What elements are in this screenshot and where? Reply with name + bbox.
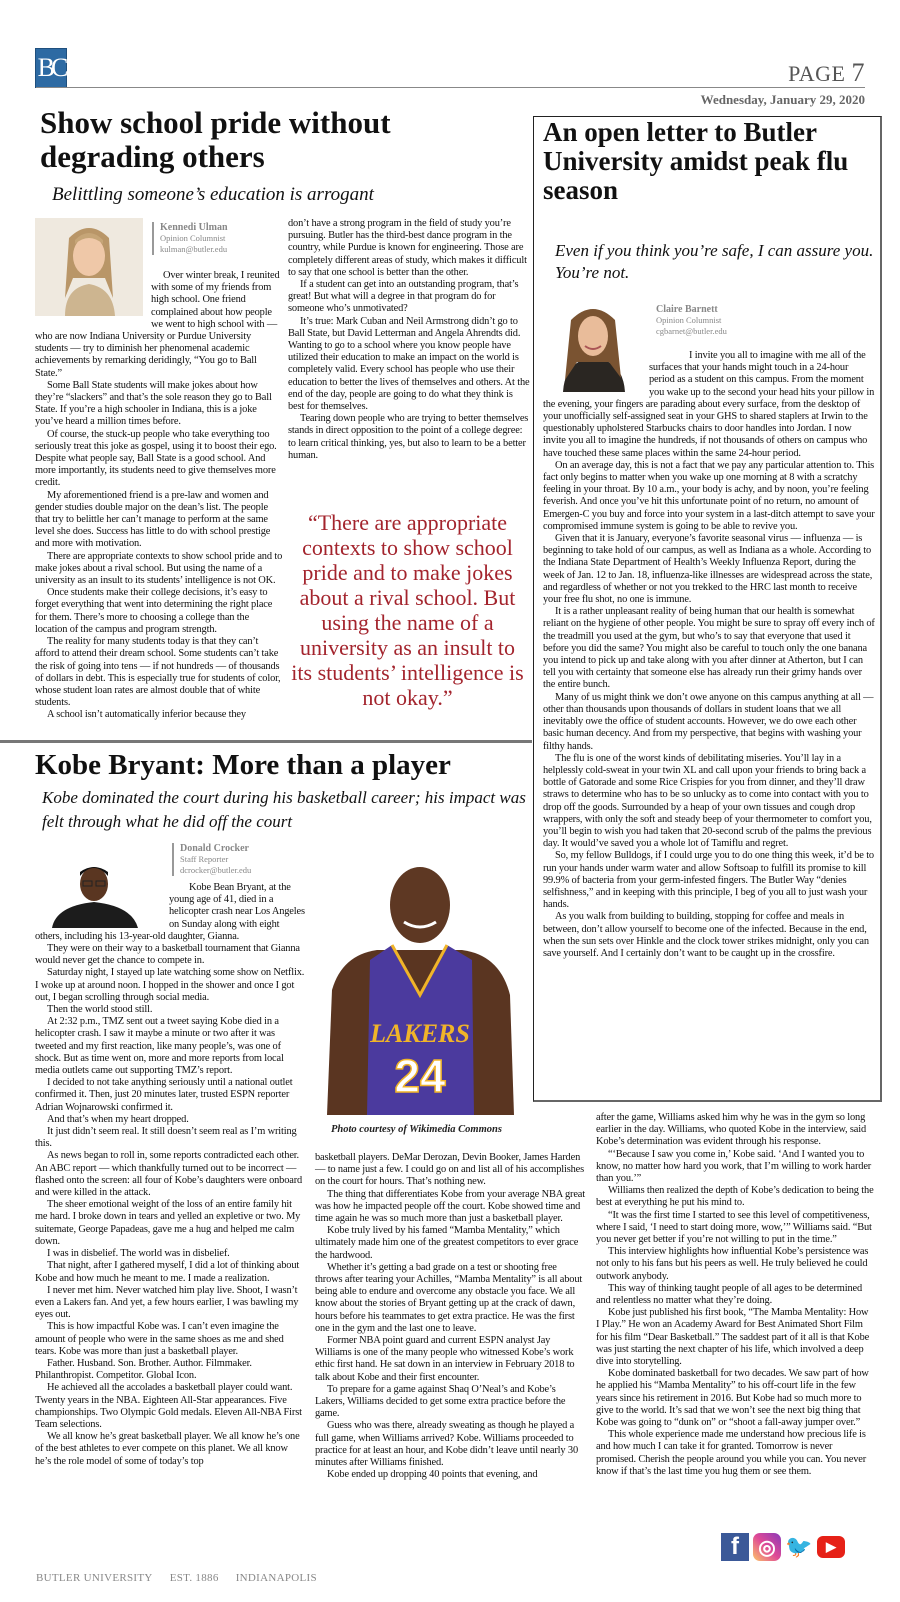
logo-text: BC — [37, 53, 65, 82]
article3-paragraph: I never met him. Never watched him play live. Shoot, I wasn’t even a Lakers fan. And yet, a few hours earlier, I was bawling my eyes out. — [35, 1284, 299, 1321]
kobe-bryant-photo — [322, 860, 517, 1115]
article3-column1 — [35, 882, 305, 1468]
article1-headline: Show school pride without degrading others — [40, 105, 391, 174]
author-name: Kennedi Ulman — [160, 222, 228, 233]
article1-paragraph: Of course, the stuck-up people who take everything too seriously treat this joke as gospel, using it to boost their ego. Despite what people say, Ball State is a good school. And more importantly, its students need to give themselves more credit. — [35, 428, 277, 489]
article3-paragraph: Saturday night, I stayed up late watching some show on Netflix. I woke up at around noon. I hopped in the shower and once I got out, I began scrolling through social media. — [35, 967, 305, 1003]
social-links — [721, 1533, 845, 1561]
article3-paragraph: The sheer emotional weight of the loss of an entire family hit me hard. I broke down in tears and yelled an expletive or two. My suitemate, George Papadeas, gave me a hug and helped me calm down. — [35, 1199, 301, 1247]
article1-paragraph: The reality for many students today is that they can’t afford to attend their dream school. Some students can’t take the risk of going into tens — if not hundreds — of thousands of dollars in debt. This is especially true for students of color, whose student loan rates are almost double that of white students. — [35, 636, 281, 709]
jersey-team-text: LAKERS — [370, 1019, 470, 1048]
article3-paragraph: I decided to not take anything seriously until a national outlet confirmed it. Then, just 20 minutes later, trusted ESPN reporter Adrian Wojnarowski confirmed it. — [35, 1077, 293, 1113]
article3-paragraph: “It was the first time I started to see this level of competitiveness, where I said, ‘I need to start doing more, wow,’” Williams said. “But you never get better if you’re not willing to put in the time.” — [596, 1209, 872, 1246]
author-role: Opinion Columnist — [160, 233, 226, 243]
article2-body — [543, 350, 875, 960]
article1-column2 — [288, 218, 530, 462]
butler-collegian-logo — [35, 48, 67, 88]
article3-paragraph: That night, after I gathered myself, I did a lot of thinking about Kobe and how much he meant to me. I made a realization. — [35, 1260, 300, 1284]
article1-paragraph: My aforementioned friend is a pre-law and women and gender studies double major on the dean’s list. The people that try to belittle her can’t manage to perform at the same level she does. Success has little to do with school prestige and more with motivation. — [35, 489, 271, 550]
author-email[interactable]: kulman@butler.edu — [160, 244, 228, 254]
header-divider — [36, 87, 865, 88]
article3-paragraph: Kobe just published his first book, “The Mamba Mentality: How I Play.” He won an Academy Award for Best Animated Short Film for his film “Dear Basketball.” The saddest part of it all is that Kobe was just starting the next chapter of his life, which involved a deep dive into storytelling. — [596, 1307, 870, 1368]
article3-paragraph: As news began to roll in, some reports contradicted each other. An ABC report — which thankfully turned out to be incorrect — flashed onto the screen: all four of Kobe’s daughters were onboard and were killed in the attack. — [35, 1150, 303, 1199]
article3-paragraph: Guess who was there, already sweating as though he played a full game, when Williams arrived? Kobe. Williams proceeded to practice for at least an hour, and Kobe didn’t leave until nearly 30 minutes after Williams finished. — [315, 1420, 579, 1469]
article2-deck: Even if you think you’re safe, I can assure you. You’re not. — [555, 241, 874, 282]
article3-paragraph: I was in disbelief. The world was in disbelief. — [47, 1248, 230, 1260]
jersey-number-text: 24 — [394, 1050, 446, 1102]
article3-column3 — [596, 1112, 874, 1478]
article1-deck: Belittling someone’s education is arrogant — [52, 184, 374, 205]
article1-paragraph: Once students make their college decisions, it’s easy to forget everything that went into determining the right place for them. There’s more to choosing a college than the location of the campus and program strength. — [35, 587, 273, 635]
article2-paragraph: The flu is one of the worst kinds of debilitating miseries. You’ll lay in a helplessly cold-sweat in your twin XL and call upon your friends to bring back a bottle of Gatorade and some Rice Crispies for you from dinner, and they’ll draw straws to determine who has to be so unlucky as to come into contact with you to drop off the goods. Surrounded by a heap of your own tissues and cough drop wrappers, with only the soft and steady beep of your thermometer to comfort you, you’ll begin to wish you had taken that 20-second scrub of the palms the previous day. It would’ve saved you a whole lot of Tamiflu and regret. — [543, 752, 872, 850]
article3-column2 — [315, 1152, 585, 1481]
article3-paragraph: Williams then realized the depth of Kobe’s dedication to being the best at everything he put his mind to. — [596, 1185, 874, 1209]
article3-paragraph: To prepare for a game against Shaq O’Neal’s and Kobe’s Lakers, Williams decided to get some extra practice before the game. — [315, 1383, 566, 1420]
article3-paragraph: We all know he’s great basketball player. We all know he’s one of the best athletes to ever compete on this planet. We all know he’s the role model of some of today’s top — [35, 1431, 300, 1467]
article3-paragraph: He achieved all the accolades a basketball player could want. Twenty years in the NBA. Eighteen All-Star appearances. Five championships. Two Olympic Gold medals. Eleven All-NBA First Team selections. — [35, 1382, 302, 1430]
author-role: Opinion Columnist — [656, 315, 722, 325]
article1-paragraph: A school isn’t automatically inferior because they — [47, 709, 246, 721]
article3-paragraph: Father. Husband. Son. Brother. Author. Filmmaker. Philanthropist. Competitor. Global Icon. — [35, 1357, 252, 1382]
article2-lead-paragraph: I invite you all to imagine with me all of the surfaces that your hands might touch in a 24-hour period as a student on this campus. From the moment you wake up to the second your head hits your pillow in the evening, your fingers are parading about every surface, from the desktop of your unofficially self-assigned seat in your GHS to shared staplers at Irwin to the questionably upholstered Starbucks chairs to door handles into Jordan. I now invite you all to imagine the hundreds, if not thousands of others on campus who have touched these same places within the same 24-hour period. — [543, 350, 875, 459]
article3-paragraph: This interview highlights how influential Kobe’s persistence was not only to his fans but his peers as well. He truly believed he could outwork anybody. — [596, 1246, 869, 1282]
issue-date: Wednesday, January 29, 2020 — [700, 92, 865, 107]
article2-headline: An open letter to Butler University amidst peak flu season — [543, 117, 849, 205]
article3-paragraph: Kobe truly lived by his famed “Mamba Mentality,” which ultimately made him one of the greatest competitors to ever grace the hardwood. — [315, 1225, 579, 1261]
article3-paragraph: This is how impactful Kobe was. I can’t even imagine the amount of people who were in the same shoes as me and shed tears. Kobe was more than just a basketball player. — [35, 1321, 284, 1357]
author-email[interactable]: dcrocker@butler.edu — [180, 865, 252, 875]
article1-byline — [152, 222, 228, 255]
article1-paragraph: Some Ball State students will make jokes about how they’re “slackers” and that’s the sole reason they go to Ball State. If you’re a high schooler in Indiana, this is a joke you’ve heard a million times before. — [35, 379, 272, 428]
author-name: Donald Crocker — [180, 843, 249, 854]
article1-paragraph: don’t have a strong program in the field of study you’re pursuing. Butler has the third-best dance program in the country, while Purdue is known for engineering. Those are completely different areas of study, which makes it difficult to say that one school is better than the other. — [288, 218, 527, 278]
article1-paragraph: It’s true: Mark Cuban and Neil Armstrong didn’t go to Ball State, but David Letterman and Angela Ahrendts did. Wanting to go to a school where you know people have utilized their education to make an impact on the world is completely valid. Every school has people who use their education to better the lives of themselves and others. At the end of the day, people are going to do what they think is best for themselves. — [288, 315, 530, 413]
article2-paragraph: As you walk from building to building, stopping for coffee and meals in between, don’t allow yourself to become one of the infected. Because in the end, when the sun sets over Hinkle and the clock tower strikes midnight, only you can save yourself. And I certainly don’t want to be caught up in the crossfire. — [543, 911, 869, 959]
article3-paragraph: Then the world stood still. — [47, 1004, 153, 1016]
youtube-icon[interactable]: ▶ — [817, 1536, 845, 1558]
article3-paragraph: Former NBA point guard and current ESPN analyst Jay Williams is one of the many people who witnessed Kobe’s work ethic first hand. He sat down in an interview in February 2018 to talk about Kobe and their first encounter. — [315, 1335, 575, 1383]
article3-paragraph: And that’s when my heart dropped. — [47, 1113, 189, 1125]
author-name: Claire Barnett — [656, 304, 718, 315]
article3-paragraph: “‘Because I saw you come in,’ Kobe said. ‘And I wanted you to know, no matter how hard you work, that I’m willing to work harder than you.’” — [596, 1148, 872, 1185]
article3-lead-paragraph: Kobe Bean Bryant, at the young age of 41, died in a helicopter crash near Los Angeles on Sunday along with eight others, including his 13-year-old daughter, Gianna. — [35, 882, 305, 942]
article3-paragraph: Kobe ended up dropping 40 points that evening, and — [327, 1469, 538, 1481]
article2-paragraph: So, my fellow Bulldogs, if I could urge you to do one thing this week, it’d be to run your hands under warm water and allow Softsoap to fulfill its promise to kill 99.9% of bacteria from your germ-infested fingers. The Butler Way “denies selfishness,” and in keeping with this principle, I beg of you all to just wash your hands. — [543, 850, 874, 911]
photo-caption: Photo courtesy of Wikimedia Commons — [331, 1124, 502, 1135]
article2-paragraph: It is a rather unpleasant reality of being human that our health is somewhat reliant on the hygiene of other people. You might be sure to spray off every inch of the treadmill you used at the gym, but who’s to say that everyone that used it before you did the same? You might also be careful to touch only the one banana you intend to pick up and take along with you after dinner at Atherton, but I can tell you with certainty that someone else has already run their grimy hands over the entire bunch. — [543, 606, 875, 691]
article2-paragraph: Given that it is January, everyone’s favorite seasonal virus — influenza — is beginning to take hold of our campus, as well as Indiana as a whole. According to the Indiana State Department of Health’s Weekly Influenza Report, during the week of Jan. 12 to Jan. 18, influenza-like illnesses are widespread across the state, and regardless of whether or not you trekked to the HRC last month to receive your free flu shot, no one is immune. — [543, 533, 873, 606]
article3-headline: Kobe Bryant: More than a player — [35, 749, 451, 781]
article3-byline — [172, 843, 251, 876]
footer-established: EST. 1886 — [169, 1572, 219, 1584]
article3-paragraph: It just didn’t seem real. It still doesn’t seem real as I’m writing this. — [35, 1126, 297, 1150]
article3-paragraph: The thing that differentiates Kobe from your average NBA great was how he impacted people off the court. Kobe showed time and time again he was so much more than just a basketball player. — [315, 1188, 585, 1225]
article3-paragraph: Kobe dominated basketball for two decades. We saw part of how he applied his “Mamba Mentality” to his off-court life in the few years since his retirement in 2016. But Kobe had so much more to give to the world. It’s sad that we won’t see the next big thing that Kobe was going to “dunk on” or “shoot a fall-away jumper over.” — [596, 1368, 869, 1429]
footer-city: INDIANAPOLIS — [235, 1572, 317, 1584]
article1-lead-paragraph: Over winter break, I reunited with some of my friends from high school. One friend complained about how people we went to high school with — who are now Indiana University or Purdue University students — try to diminish her phenomenal academic achievements by remarking deridingly, “You go to Ball State.” — [35, 270, 280, 379]
footer-university: BUTLER UNIVERSITY — [36, 1572, 153, 1584]
article3-paragraph: They were on their way to a basketball tournament that Gianna would never get the chance to compete in. — [35, 943, 300, 967]
article1-pull-quote: “There are appropriate contexts to show school pride and to make jokes about a rival school. But using the name of a university as an insult to its students’ intelligence is not okay.” — [291, 510, 524, 710]
page-number-value: 7 — [851, 58, 865, 87]
author-email[interactable]: cgbarnet@butler.edu — [656, 326, 727, 336]
article1-column1 — [35, 270, 283, 722]
article2-paragraph: On an average day, this is not a fact that we pay any particular attention to. This fact only begins to matter when you wake up one morning at 8 with a scratchy feeling in your throat. By 10 a.m., your body is achy, and by noon, you’re feeling feverish. And once you’ve hit this unfortunate point of no return, no amount of Emergen-C you buy and force into your system in a last-ditch attempt to save your compromised immune system is going to be able to revive you. — [543, 459, 875, 532]
article1-paragraph: There are appropriate contexts to show school pride and to make jokes about a rival school. But using the name of a university as an insult to its students’ intelligence is not OK. — [35, 550, 283, 587]
article1-paragraph: Tearing down people who are trying to better themselves stands in direct opposition to the point of a college degree: to learn critical thinking, yes, but also to learn to be a better human. — [288, 413, 529, 461]
twitter-icon[interactable]: 🐦 — [785, 1534, 813, 1559]
article2-byline — [650, 304, 727, 337]
instagram-icon[interactable]: ◎ — [753, 1533, 781, 1561]
article3-paragraph: This whole experience made me understand how precious life is and how much I can take it for granted. Tomorrow is never promised. Cherish the people around you while you can. You never know if that’s the last time you hug them or see them. — [596, 1429, 867, 1477]
author-role: Staff Reporter — [180, 854, 229, 864]
article3-deck: Kobe dominated the court during his basketball career; his impact was felt through what he did off the court — [42, 788, 526, 831]
page-label: PAGE — [788, 61, 846, 86]
article1-paragraph: If a student can get into an outstanding program, that’s great! But what will a degree in that program do for someone who’s unmotivated? — [288, 279, 519, 315]
article3-paragraph: Whether it’s getting a bad grade on a test or shooting free throws after tearing your Achilles, “Mamba Mentality” is all about being able to endure and overcome any obstacle you face. We all know about the stories of Bryant getting up at the crack of dawn, hours before his teammates to get extra practice. He was the first one in the gym and the last one to leave. — [315, 1261, 583, 1334]
article3-paragraph: This way of thinking taught people of all ages to be determined and relentless no matter what they’re doing. — [596, 1282, 862, 1307]
page-number — [788, 58, 865, 88]
facebook-icon[interactable]: f — [721, 1533, 749, 1561]
footer — [36, 1572, 331, 1584]
article2-paragraph: Many of us might think we don’t owe anyone on this campus anything at all — other than thousands upon thousands of dollars in student loans that we all inevitably owe the office of student accounts. However, we do owe each other basic human decency. And from my perspective, that begins with washing your filthy hands. — [543, 691, 874, 752]
section-divider — [0, 740, 532, 743]
article3-paragraph: after the game, Williams asked him why he was in the gym so long earlier in the day. Williams, who quoted Kobe in the interview, said Kobe’s determination was evident through his response. — [596, 1112, 867, 1148]
article3-paragraph: basketball players. DeMar Derozan, Devin Booker, James Harden — to name just a few. I could go on and list all of his accomplishes on the court for hours. That’s nothing new. — [315, 1152, 585, 1188]
article3-paragraph: At 2:32 p.m., TMZ sent out a tweet saying Kobe died in a helicopter crash. I saw it maybe a minute or two after it was tweeted and my first reaction, like many people’s, was one of shock. But as time went on, more and more reports from local media outlets came out supporting TMZ’s report. — [35, 1016, 284, 1077]
